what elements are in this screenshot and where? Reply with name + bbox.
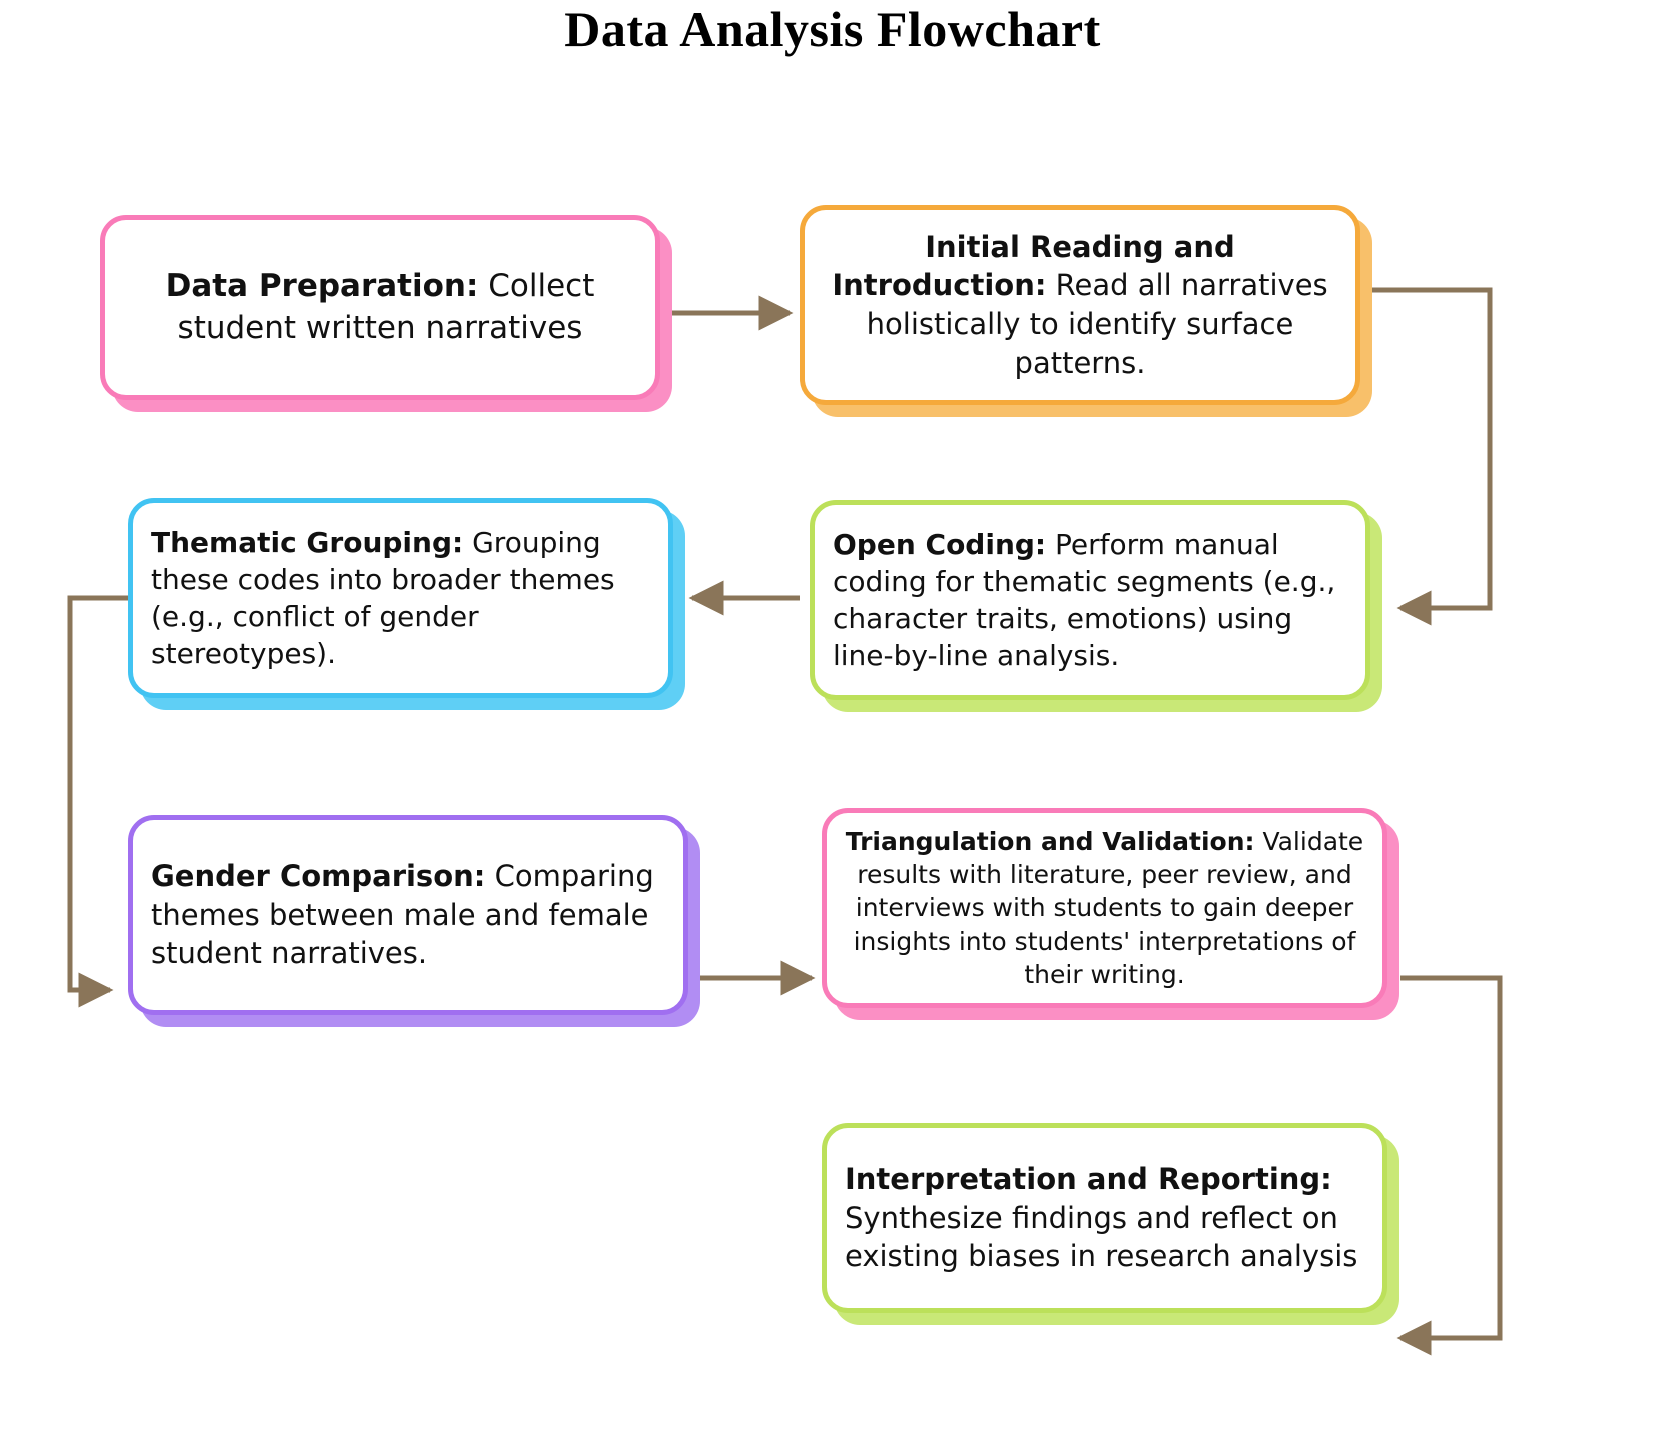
node-triangulation-validation[interactable] (822, 808, 1387, 1008)
node-thematic-grouping-body: Grouping these codes into broader themes (e.g., conflict of gender stereotypes). (151, 525, 615, 671)
edge-triangulation-to-interpretation (1400, 978, 1500, 1338)
node-open-coding-body: Perform manual coding for thematic segments (e.g., character traits, emotions) using line-by-line analysis. (833, 527, 1336, 673)
node-data-preparation[interactable] (100, 215, 660, 400)
node-initial-reading[interactable] (800, 205, 1360, 405)
node-data-preparation-title: Data Preparation: (165, 268, 479, 305)
node-gender-comparison[interactable] (128, 815, 688, 1015)
node-open-coding[interactable] (810, 500, 1370, 700)
node-data-preparation-body: Collect student written narratives (177, 268, 595, 346)
node-triangulation-validation-body: Validate results with literature, peer review, and interviews with students to gain deeper insights into students' interpretations of their writing. (853, 826, 1364, 989)
node-initial-reading-body: Read all narratives holistically to identify surface patterns. (866, 268, 1328, 380)
edge-initial-reading-to-open-coding (1372, 290, 1490, 608)
edge-thematic-to-gender (70, 598, 128, 990)
node-initial-reading-title: Initial Reading and Introduction: (832, 229, 1235, 303)
node-open-coding-title: Open Coding: (833, 527, 1047, 561)
node-gender-comparison-title: Gender Comparison: (151, 859, 486, 894)
node-interpretation-reporting-body: Synthesize findings and reflect on existing biases in research analysis (845, 1200, 1358, 1274)
page-title: Data Analysis Flowchart (564, 1, 1101, 57)
node-interpretation-reporting[interactable] (822, 1123, 1387, 1313)
node-triangulation-validation-title: Triangulation and Validation: (845, 826, 1255, 856)
node-gender-comparison-body: Comparing themes between male and female student narratives. (151, 859, 654, 971)
node-thematic-grouping[interactable] (128, 498, 673, 698)
node-interpretation-reporting-title: Interpretation and Reporting: (845, 1162, 1332, 1197)
node-thematic-grouping-title: Thematic Grouping: (151, 525, 464, 559)
